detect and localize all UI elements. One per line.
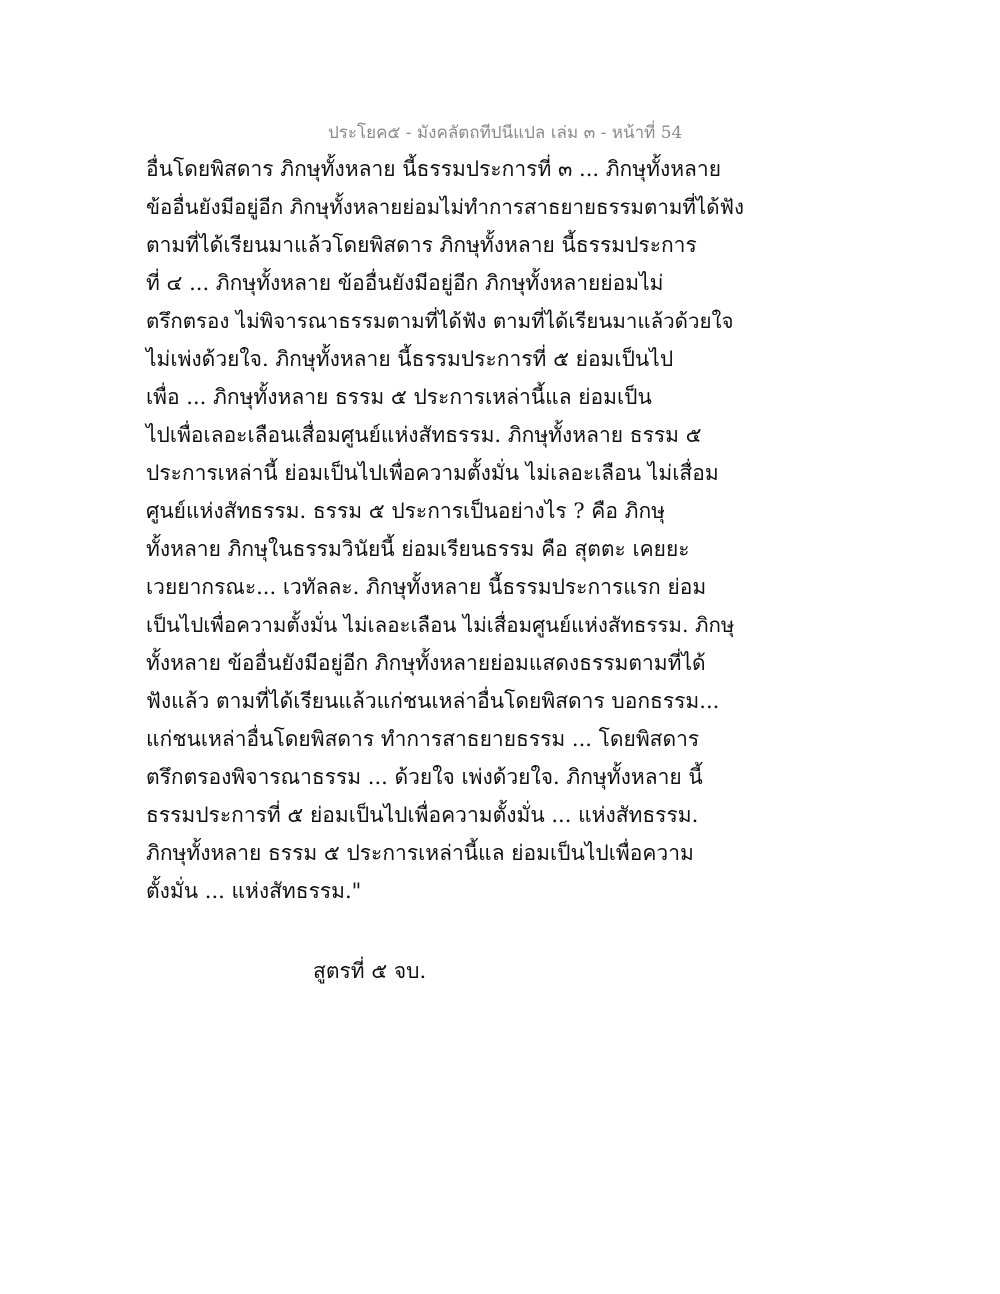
text-line: ธรรมประการที่ ๕ ย่อมเป็นไปเพื่อความตั้งมั่น ... แห่งสัทธรรม.: [146, 803, 699, 827]
text-line: ทั้งหลาย ภิกษุในธรรมวินัยนี้ ย่อมเรียนธรรม คือ สุตตะ เคยยะ: [146, 537, 690, 561]
text-line: เป็นไปเพื่อความตั้งมั่น ไม่เลอะเลือน ไม่เสื่อมศูนย์แห่งสัทธรรม. ภิกษุ: [146, 613, 735, 637]
text-line: แก่ชนเหล่าอื่นโดยพิสดาร ทำการสาธยายธรรม ... โดยพิสดาร: [146, 727, 700, 751]
text-line: ตรึกตรองพิจารณาธรรม ... ด้วยใจ เพ่งด้วยใจ. ภิกษุทั้งหลาย นี้: [146, 765, 703, 789]
text-line: ภิกษุทั้งหลาย ธรรม ๕ ประการเหล่านี้แล ย่อมเป็นไปเพื่อความ: [146, 841, 694, 865]
text-line: ศูนย์แห่งสัทธรรม. ธรรม ๕ ประการเป็นอย่างไร ? คือ ภิกษุ: [146, 499, 666, 523]
text-line: เพื่อ ... ภิกษุทั้งหลาย ธรรม ๕ ประการเหล่านี้แล ย่อมเป็น: [146, 385, 652, 409]
text-line: ฟังแล้ว ตามที่ได้เรียนแล้วแก่ชนเหล่าอื่นโดยพิสดาร บอกธรรม...: [146, 689, 720, 713]
running-header: ประโยค๕ - มังคลัตถทีปนีแปล เล่ม ๓ - หน้าที่ 54: [328, 123, 683, 143]
text-line: เวยยากรณะ... เวทัลละ. ภิกษุทั้งหลาย นี้ธรรมประการแรก ย่อม: [146, 575, 707, 599]
text-line: ตั้งมั่น ... แห่งสัทธรรม.": [146, 879, 362, 903]
text-line: ทั้งหลาย ข้ออื่นยังมีอยู่อีก ภิกษุทั้งหลายย่อมแสดงธรรมตามที่ได้: [146, 651, 706, 675]
text-line: ไปเพื่อเลอะเลือนเสื่อมศูนย์แห่งสัทธรรม. ภิกษุทั้งหลาย ธรรม ๕: [146, 423, 702, 447]
body-text: [146, 150, 746, 910]
text-line: ข้ออื่นยังมีอยู่อีก ภิกษุทั้งหลายย่อมไม่ทำการสาธยายธรรมตามที่ได้ฟัง: [146, 195, 745, 219]
text-line: อื่นโดยพิสดาร ภิกษุทั้งหลาย นี้ธรรมประการที่ ๓ ... ภิกษุทั้งหลาย: [146, 157, 722, 181]
text-line: ตรึกตรอง ไม่พิจารณาธรรมตามที่ได้ฟัง ตามที่ได้เรียนมาแล้วด้วยใจ: [146, 309, 734, 333]
text-line: ที่ ๔ ... ภิกษุทั้งหลาย ข้ออื่นยังมีอยู่อีก ภิกษุทั้งหลายย่อมไม่: [146, 271, 664, 295]
text-line: ตามที่ได้เรียนมาแล้วโดยพิสดาร ภิกษุทั้งหลาย นี้ธรรมประการ: [146, 233, 697, 257]
text-line: ไม่เพ่งด้วยใจ. ภิกษุทั้งหลาย นี้ธรรมประการที่ ๕ ย่อมเป็นไป: [146, 347, 674, 371]
sutta-end-line: สูตรที่ ๕ จบ.: [313, 959, 427, 983]
text-line: ประการเหล่านี้ ย่อมเป็นไปเพื่อความตั้งมั่น ไม่เลอะเลือน ไม่เสื่อม: [146, 461, 719, 485]
